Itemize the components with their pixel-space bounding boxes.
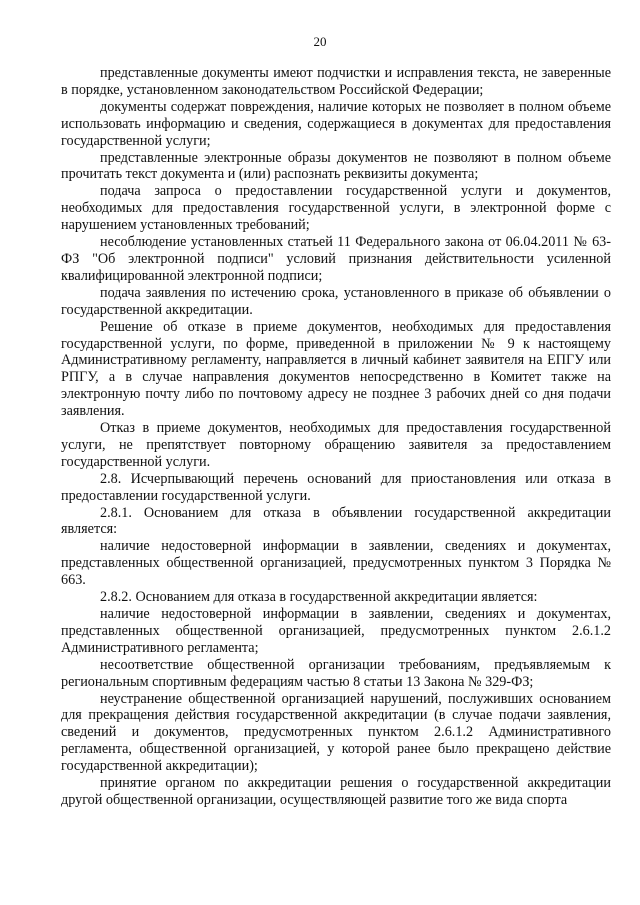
paragraph-13: наличие недостоверной информации в заявлении, сведениях и документах, представленных общественной организацией, предусмотренных пунктом 2.6.1.2 Административного регламента;	[61, 606, 611, 656]
paragraph-3: представленные электронные образы документов не позволяют в полном объеме прочитать текст документа и (или) распознать реквизиты документа;	[61, 149, 611, 183]
paragraph-1: представленные документы имеют подчистки и исправления текста, не заверенные в порядке, установленном законодательством Российской Федерации;	[61, 65, 611, 98]
document-body	[61, 65, 611, 809]
paragraph-5: несоблюдение установленных статьей 11 Федерального закона от 06.04.2011 № 63-ФЗ "Об электронной подписи" условий признания действительности усиленной квалифицированной электронной подписи;	[61, 234, 611, 284]
paragraph-11: наличие недостоверной информации в заявлении, сведениях и документах, представленных общественной организацией, предусмотренных пунктом 3 Порядка № 663.	[61, 538, 611, 589]
paragraph-8: Отказ в приеме документов, необходимых для предоставления государственной услуги, не препятствует повторному обращению заявителя за предоставлением государственной услуги.	[61, 420, 611, 470]
paragraph-15: неустранение общественной организацией нарушений, послуживших основанием для прекращения действия государственной аккредитации (в случае подачи заявления, сведений и документов, предусмотренных пунктом 2.6.1.2 Административного регламента, общественной организацией, у которой ранее было прекращено действие государственной аккредитации);	[61, 690, 611, 775]
paragraph-14: несоответствие общественной организации требованиям, предъявляемым к региональным спортивным федерациям частью 8 статьи 13 Закона № 329-ФЗ;	[61, 656, 611, 690]
page-number: 20	[313, 34, 327, 49]
paragraph-4: подача запроса о предоставлении государственной услуги и документов, необходимых для предоставления государственной услуги, в электронной форме с нарушением установленных требований;	[61, 183, 611, 234]
paragraph-6: подача заявления по истечению срока, установленного в приказе об объявлении о государственной аккредитации.	[61, 284, 611, 318]
section-2-8-2: 2.8.2. Основанием для отказа в государственной аккредитации является:	[100, 589, 538, 606]
section-2-8-heading: 2.8. Исчерпывающий перечень оснований для приостановления или отказа в предоставлении государственной услуги.	[61, 470, 611, 504]
section-2-8-1: 2.8.1. Основанием для отказа в объявлении государственной аккредитации является:	[61, 504, 611, 538]
paragraph-2: документы содержат повреждения, наличие которых не позволяет в полном объеме использовать информацию и сведения, содержащиеся в документах для предоставления государственной услуги;	[61, 98, 611, 149]
paragraph-7: Решение об отказе в приеме документов, необходимых для предоставления государственной услуги, по форме, приведенной в приложении № 9 к настоящему Административному регламенту, направляется в личный кабинет заявителя на ЕПГУ или РПГУ, а в случае направления документов непосредственно в Комитет также на электронную почту либо по почтовому адресу не позднее 3 рабочих дней со дня подачи заявления.	[61, 318, 611, 420]
paragraph-16: принятие органом по аккредитации решения о государственной аккредитации другой общественной организации, осуществляющей развитие того же вида спорта	[61, 775, 611, 808]
